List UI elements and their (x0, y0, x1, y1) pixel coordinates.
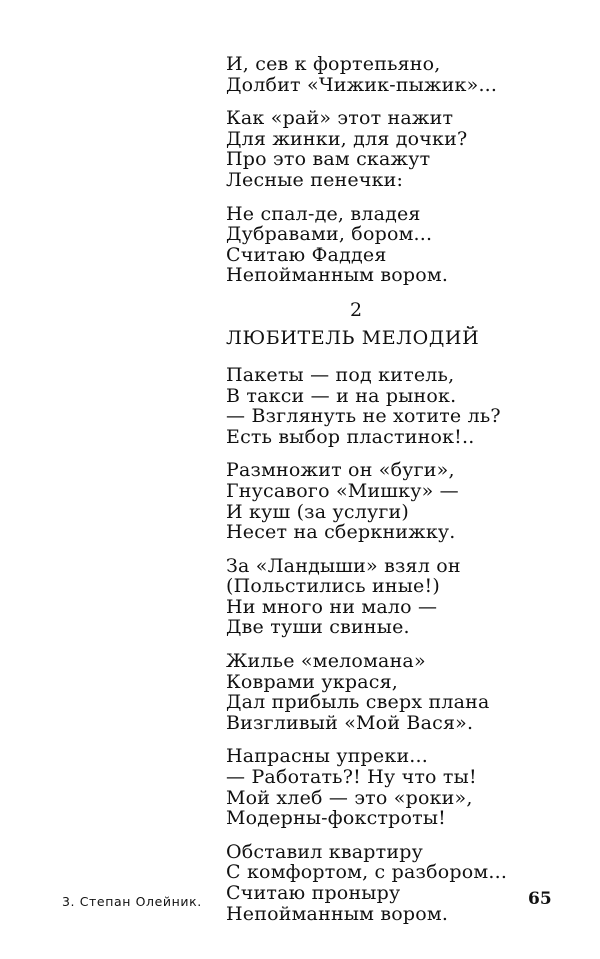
verse-line: Про это вам скажут (226, 148, 431, 171)
stanza (226, 460, 566, 542)
verse-line: (Польстились иные!) (226, 575, 440, 598)
verse-line: Как «рай» этот нажит (226, 107, 454, 130)
verse-line: Модерны-фокстроты! (226, 807, 447, 830)
verse-line: Лесные пенечки: (226, 168, 404, 191)
verse-line: Долбит «Чижик-пыжик»... (226, 73, 498, 96)
section-title: ЛЮБИТЕЛЬ МЕЛОДИЙ (226, 326, 480, 349)
verse-line: Не спал-де, владея (226, 202, 421, 225)
verse-line: Дал прибыль сверх плана (226, 691, 490, 714)
page-number: 65 (528, 889, 552, 909)
verse-line: Есть выбор пластинок!.. (226, 425, 475, 448)
verse-line: За «Ландыши» взял он (226, 554, 461, 577)
verse-line: В такси — и на рынок. (226, 384, 457, 407)
verse-line: Размножит он «буги», (226, 459, 455, 482)
stanza (226, 54, 566, 95)
stanza (226, 108, 566, 190)
stanza (226, 204, 566, 286)
verse-line: Жилье «меломана» (226, 650, 426, 673)
section-number: 2 (349, 298, 363, 321)
verse-line: Пакеты — под китель, (226, 363, 455, 386)
verse-line: Считаю Фаддея (226, 243, 387, 266)
stanza (226, 651, 566, 733)
stanza (226, 746, 566, 828)
verse-line: Ни много ни мало — (226, 595, 438, 618)
stanza (226, 365, 566, 447)
poem-body (226, 54, 566, 937)
footer-signature: 3. Степан Олейник. (62, 894, 202, 909)
verse-line: Гнусавого «Мишку» — (226, 479, 459, 502)
verse-line: Непойманным вором. (226, 902, 449, 925)
verse-line: С комфортом, с разбором... (226, 861, 508, 884)
verse-line: Для жинки, для дочки? (226, 127, 468, 150)
stanza (226, 842, 566, 924)
stanza (226, 556, 566, 638)
verse-line: Считаю проныру (226, 882, 401, 904)
verse-line: Непойманным вором. (226, 264, 449, 287)
verse-line: И куш (за услуги) (226, 500, 410, 523)
verse-line: И, сев к фортепьяно, (226, 53, 441, 75)
verse-line: Напрасны упреки... (226, 745, 429, 768)
verse-line: — Взглянуть не хотите ль? (226, 405, 501, 428)
verse-line: Дубравами, бором... (226, 223, 433, 246)
verse-line: Мой хлеб — это «роки», (226, 786, 473, 809)
verse-line: Визгливый «Мой Вася». (226, 711, 474, 734)
verse-line: Несет на сберкнижку. (226, 521, 456, 544)
verse-line: — Работать?! Ну что ты! (226, 766, 477, 789)
verse-line: Коврами украся, (226, 670, 399, 693)
verse-line: Обставил квартиру (226, 840, 423, 863)
verse-line: Две туши свиные. (226, 616, 410, 639)
